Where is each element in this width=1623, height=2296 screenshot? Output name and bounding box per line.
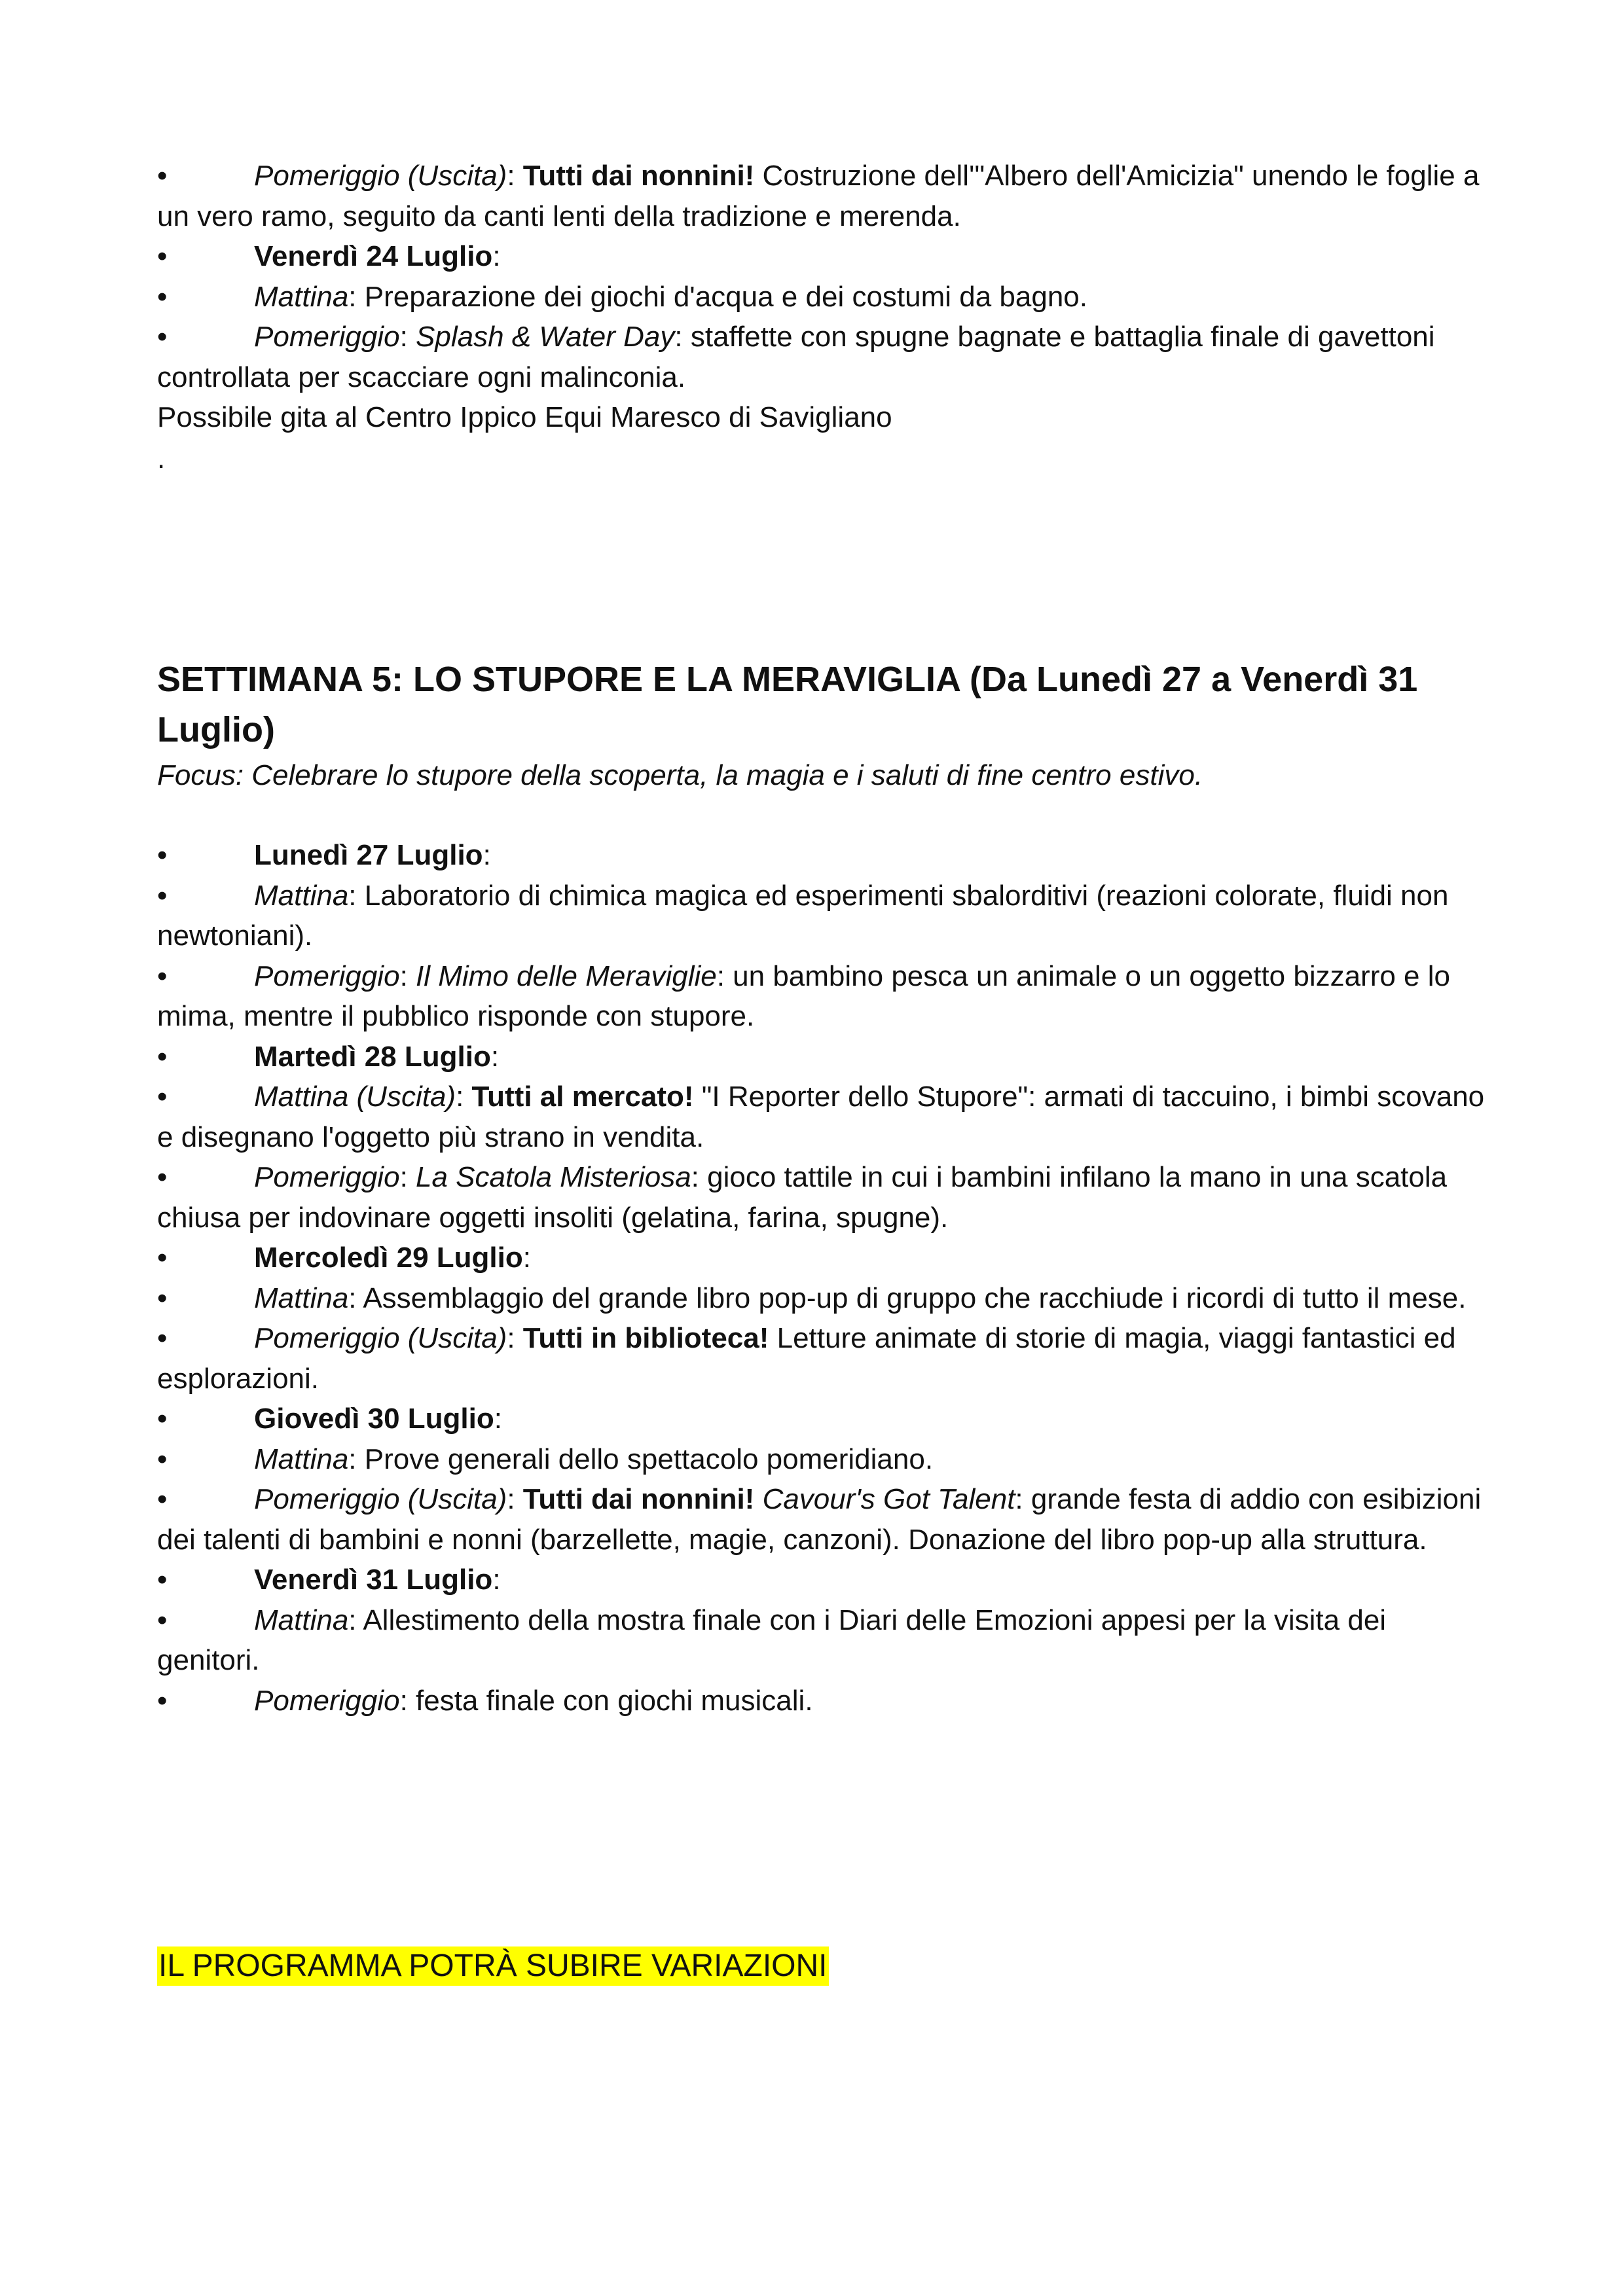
day-heading-tuesday: • Martedì 28 Luglio: <box>157 1040 500 1073</box>
list-item: • Pomeriggio (Uscita): Tutti in biblioteca! Letture animate di storie di magia, viaggi fantastici ed esplorazioni. <box>157 1322 1456 1395</box>
stray-dot: . <box>157 442 166 475</box>
list-item: • Pomeriggio: La Scatola Misteriosa: gioco tattile in cui i bambini infilano la mano in una scatola chiusa per indovinare oggetti insoliti (gelatina, farina, spugne). <box>157 1161 1448 1234</box>
trip-note: Possibile gita al Centro Ippico Equi Maresco di Savigliano <box>157 401 892 433</box>
day-heading-thursday: • Giovedì 30 Luglio: <box>157 1403 502 1435</box>
program-change-notice: IL PROGRAMMA POTRÀ SUBIRE VARIAZIONI <box>157 1946 829 1986</box>
week5-schedule <box>157 835 1493 1721</box>
list-item: • Pomeriggio: Splash & Water Day: staffette con spugne bagnate e battaglia finale di gavettoni controllata per scacciare ogni malinconia. <box>157 321 1435 393</box>
list-item: • Mattina: Laboratorio di chimica magica ed esperimenti sbalorditivi (reazioni colorate, fluidi non newtoniani). <box>157 879 1449 952</box>
list-item: • Pomeriggio (Uscita): Tutti dai nonnini! Costruzione dell'"Albero dell'Amicizia" unendo le foglie a un vero ramo, seguito da canti lenti della tradizione e merenda. <box>157 160 1480 232</box>
list-item: • Mattina: Allestimento della mostra finale con i Diari delle Emozioni appesi per la visita dei genitori. <box>157 1604 1387 1676</box>
list-item: • Pomeriggio: Il Mimo delle Meraviglie: un bambino pesca un animale o un oggetto bizzarro e lo mima, mentre il pubblico risponde con stupore. <box>157 960 1450 1032</box>
list-item: • Mattina: Prove generali dello spettacolo pomeridiano. <box>157 1443 934 1475</box>
week4-end-block <box>157 156 1493 438</box>
week5-focus: Focus: Celebrare lo stupore della scoperta, la magia e i saluti di fine centro estivo. <box>157 759 1203 791</box>
list-item: • Pomeriggio (Uscita): Tutti dai nonnini! Cavour's Got Talent: grande festa di addio con esibizioni dei talenti di bambini e nonni (barzellette, magie, canzoni). Donazione del libro pop-up alla struttura. <box>157 1483 1482 1556</box>
day-heading-monday: • Lunedì 27 Luglio: <box>157 839 491 871</box>
list-item: • Mattina: Preparazione dei giochi d'acqua e dei costumi da bagno. <box>157 280 1087 313</box>
list-item: • Pomeriggio: festa finale con giochi musicali. <box>157 1684 813 1717</box>
list-item: • Mattina (Uscita): Tutti al mercato! "I Reporter dello Stupore": armati di taccuino, i bimbi scovano e disegnano l'oggetto più strano in vendita. <box>157 1081 1485 1153</box>
week5-heading: SETTIMANA 5: LO STUPORE E LA MERAVIGLIA (Da Lunedì 27 a Venerdì 31 Luglio) <box>157 660 1418 749</box>
list-item: • Venerdì 24 Luglio: <box>157 240 501 272</box>
day-heading-wednesday: • Mercoledì 29 Luglio: <box>157 1242 531 1274</box>
day-heading-friday: • Venerdì 31 Luglio: <box>157 1564 501 1596</box>
list-item: • Mattina: Assemblaggio del grande libro pop-up di gruppo che racchiude i ricordi di tutto il mese. <box>157 1282 1467 1314</box>
